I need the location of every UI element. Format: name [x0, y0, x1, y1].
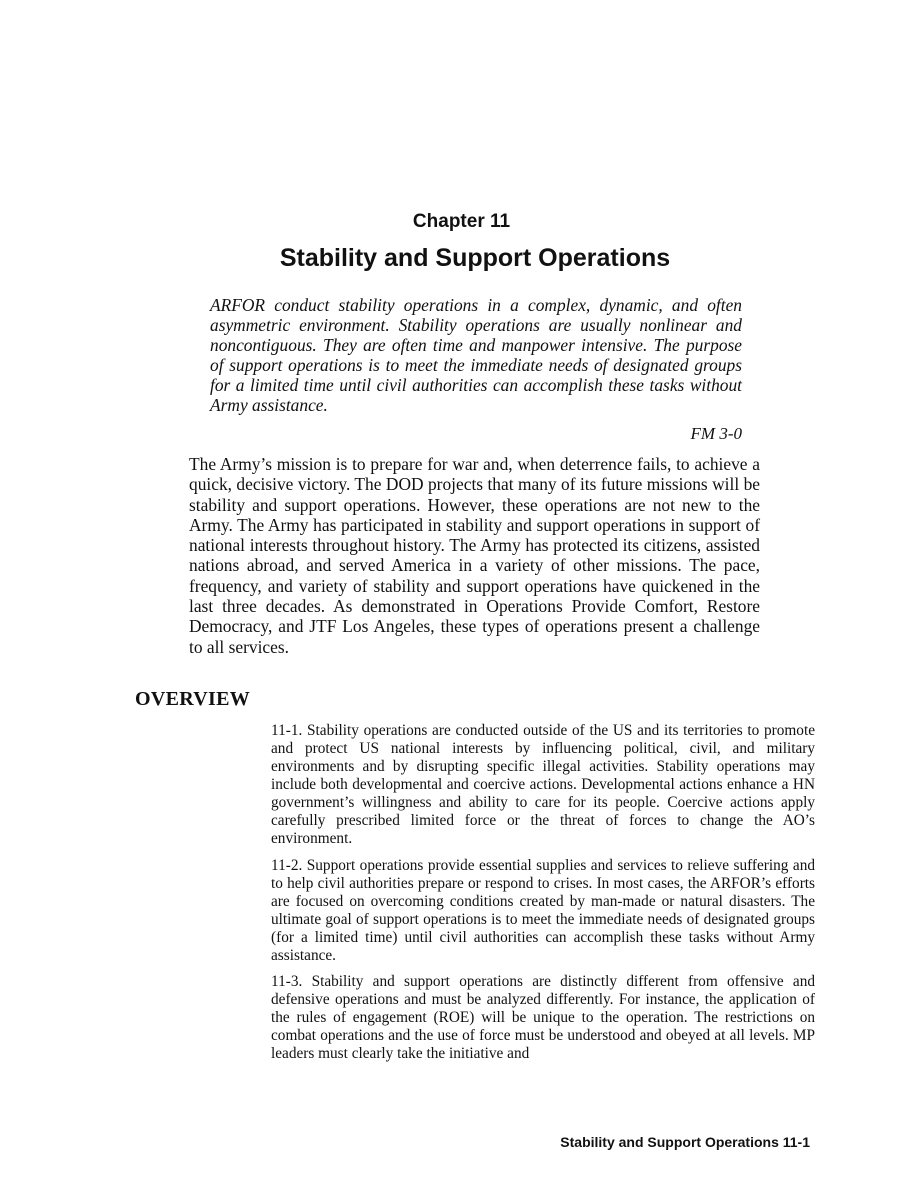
paragraph-11-2: 11-2. Support operations provide essential supplies and services to relieve suffering and to help civil authorities prepare or respond to crises. In most cases, the ARFOR’s efforts are focused on overcoming conditions created by man-made or natural disasters. The ultimate goal of support operations is to meet the immediate needs of designated groups (for a limited time) until civil authorities can accomplish these tasks without Army assistance.: [271, 857, 815, 964]
epigraph-source: FM 3-0: [690, 424, 742, 443]
paragraph-11-1: 11-1. Stability operations are conducted outside of the US and its territories to promote and protect US national interests by influencing political, civil, and military environments and by disrupting specific illegal activities. Stability operations may include both developmental and coercive actions. Developmental actions enhance a HN government’s willingness and ability to care for its people. Coercive actions apply carefully prescribed limited force or the threat of forces to change the AO’s environment.: [271, 722, 815, 847]
epigraph-quote: ARFOR conduct stability operations in a complex, dynamic, and often asymmetric environment. Stability operations are usually nonlinear and noncontiguous. They are often time and manpower intensive. The purpose of support operations is to meet the immediate needs of designated groups for a limited time until civil authorities can accomplish these tasks without Army assistance.: [210, 295, 742, 415]
chapter-title: Stability and Support Operations: [279, 244, 671, 272]
intro-paragraph: The Army’s mission is to prepare for war and, when deterrence fails, to achieve a quick, decisive victory. The DOD projects that many of its future missions will be stability and support operations. However, these operations are not new to the Army. The Army has participated in stability and support operations in support of national interests throughout history. The Army has protected its citizens, assisted nations abroad, and served America in a variety of other missions. The pace, frequency, and variety of stability and support operations have quickened in the last three decades. As demonstrated in Operations Provide Comfort, Restore Democracy, and JTF Los Angeles, these types of operations present a challenge to all services.: [189, 454, 760, 657]
paragraph-11-3: 11-3. Stability and support operations are distinctly different from offensive and defensive operations and must be analyzed differently. For instance, the application of the rules of engagement (ROE) will be unique to the operation. The restrictions on combat operations and the use of force must be understood and obeyed at all levels. MP leaders must clearly take the initiative and: [271, 973, 815, 1062]
page-footer: Stability and Support Operations 11-1: [560, 1134, 810, 1150]
chapter-number: Chapter 11: [412, 211, 511, 232]
section-heading-overview: OVERVIEW: [135, 688, 251, 710]
